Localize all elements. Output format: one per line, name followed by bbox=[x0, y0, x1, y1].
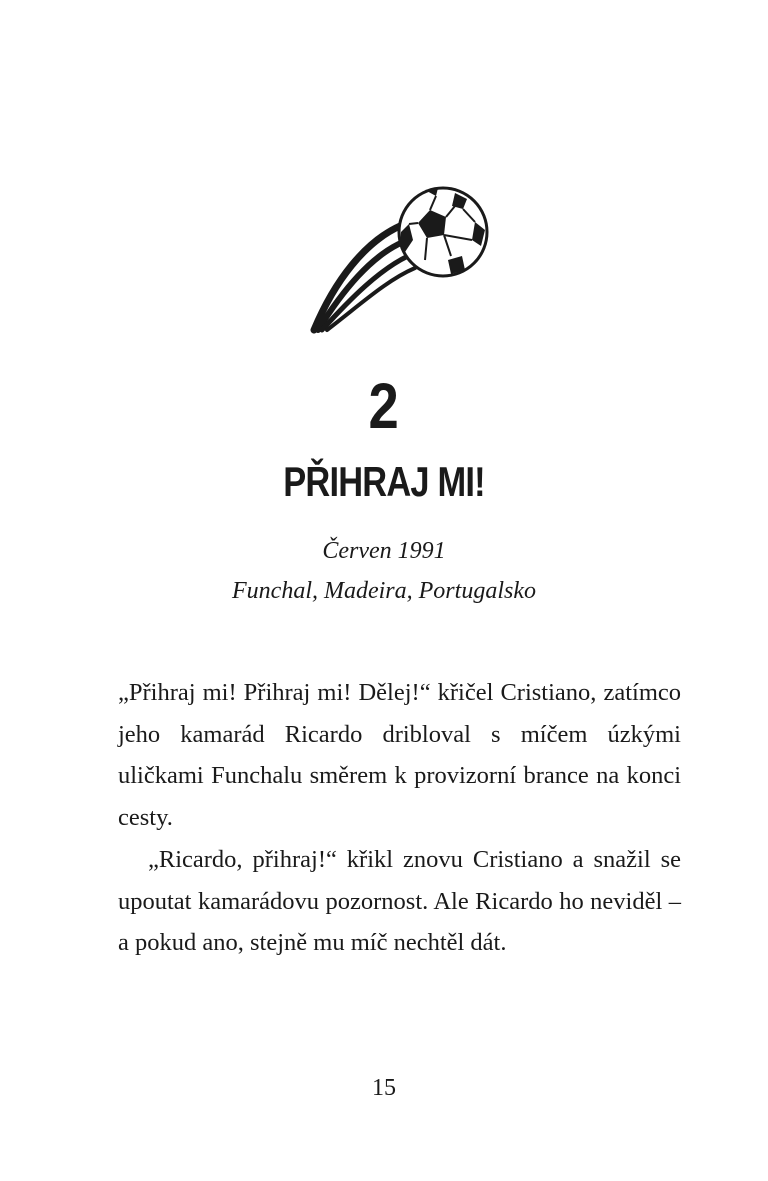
body-text bbox=[118, 672, 681, 964]
chapter-number: 2 bbox=[368, 370, 400, 442]
page-number: 15 bbox=[372, 1075, 396, 1101]
chapter-date: Červen 1991 bbox=[322, 538, 446, 564]
paragraph: „Ricardo, přihraj!“ křikl znovu Cristiano a snažil se upoutat kamarádovu pozornost. Ale Ricardo ho neviděl – a pokud ano, stejně mu míč nechtěl dát. bbox=[118, 845, 681, 957]
paragraph: „Přihraj mi! Přihraj mi! Dělej!“ křičel Cristiano, zatímco jeho kamarád Ricardo dribloval s míčem úzkými uličkami Funchalu směrem k provizorní brance na konci cesty. bbox=[118, 679, 681, 832]
chapter-place: Funchal, Madeira, Portugalsko bbox=[232, 578, 536, 604]
soccer-ball-icon bbox=[305, 180, 495, 340]
chapter-title: PŘIHRAJ MI! bbox=[283, 458, 485, 505]
